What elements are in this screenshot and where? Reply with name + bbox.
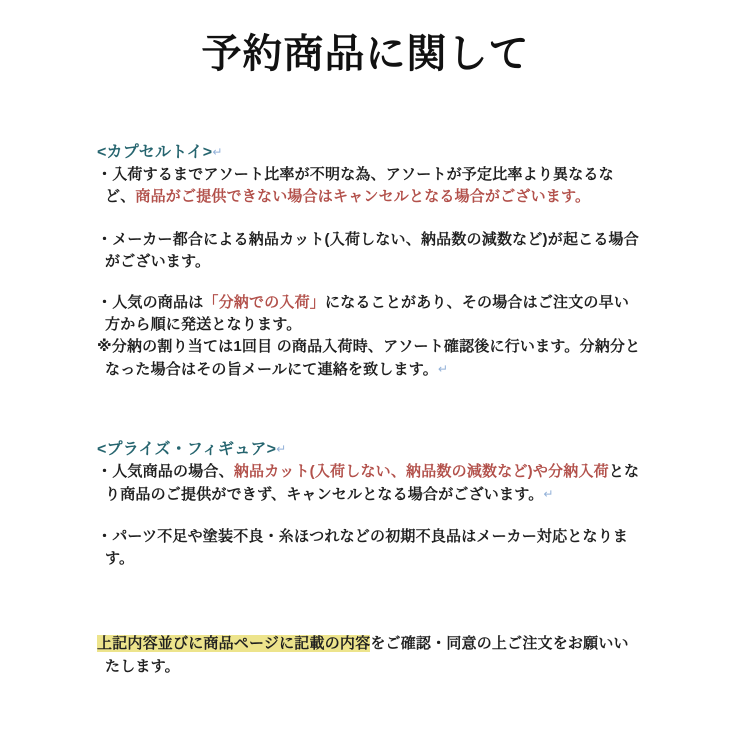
page-title: 予約商品に関して [201, 32, 530, 76]
paragraph-text: ・人気の商品は [97, 294, 204, 311]
warning-text: 納品カット(入荷しない、納品数の減数など)や分納入荷 [233, 463, 609, 480]
section-header-capsule-toy [97, 141, 642, 164]
paragraph-text: ・パーツ不足や塗装不良・糸ほつれなどの初期不良品はメーカー対応となります。 [97, 528, 629, 567]
notice-paragraph-note [97, 336, 642, 381]
highlighted-text: 上記内容並びに商品ページに記載の内容 [97, 635, 371, 652]
section-capsule-paragraph-assort [97, 164, 642, 208]
paragraph-text: ※分納の割り当ては1回目 の商品入荷時、アソート確認後に行います。分納分となった場合はその旨メールにて連絡を致します。 [97, 338, 641, 378]
paragraph-text: ・メーカー都合による納品カット(入荷しない、納品数の減数など)が起こる場合がございます。 [97, 231, 639, 270]
notice-paragraph [97, 229, 642, 273]
section-prize-paragraph-defects [97, 526, 642, 570]
section-capsule-paragraph-maker-cut [97, 229, 642, 273]
paragraph-text: ・入荷するまでアソート比率が不明な為、アソートが予定比率より異なるなど、 [97, 166, 614, 205]
notice-paragraph [97, 164, 642, 208]
notice-paragraph [97, 461, 642, 506]
notice-paragraph [97, 292, 642, 336]
notice-paragraph [97, 526, 642, 570]
section-capsule-paragraph-split-delivery [97, 292, 642, 381]
section-header-label: <プライズ・フィギュア> [97, 441, 277, 458]
warning-text: 「分納での入荷」 [203, 294, 326, 311]
paragraph-text: になることがあり、その場合はご注文の早い方から順に発送となります。 [105, 294, 630, 333]
paragraph-text: となり商品のご提供ができず、キャンセルとなる場合がございます。 [105, 463, 640, 503]
warning-text: 商品がご提供できない場合はキャンセルとなる場合がございます。 [135, 188, 591, 205]
paragraph-return-icon: ↵ [212, 145, 223, 159]
notice-paragraph [97, 632, 642, 678]
footer-notice [97, 632, 642, 678]
paragraph-return-icon: ↵ [543, 487, 554, 501]
paragraph-return-icon: ↵ [437, 362, 449, 376]
section-prize-paragraph-cancel [97, 461, 642, 506]
paragraph-text: をご確認・同意の上ご注文をお願いいたします。 [105, 635, 629, 675]
section-header-label: <カプセルトイ> [97, 144, 213, 161]
section-header-prize-figure [97, 438, 642, 461]
paragraph-return-icon: ↵ [276, 442, 287, 456]
paragraph-text: ・人気商品の場合、 [97, 463, 234, 480]
